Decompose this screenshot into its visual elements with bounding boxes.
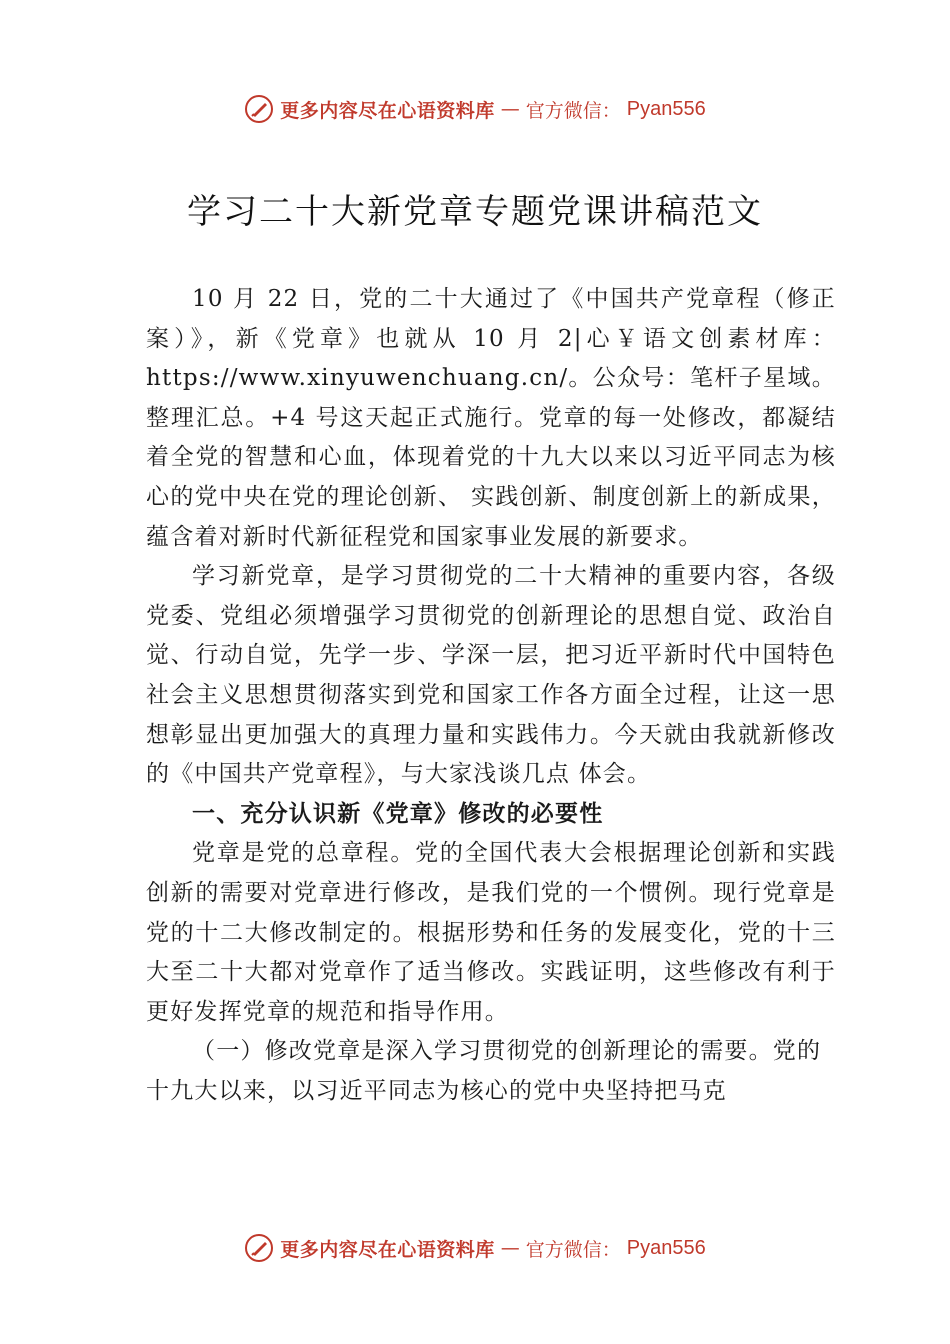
subsection-paragraph: （一）修改党章是深入学习贯彻党的创新理论的需要。党的十九大以来，以习近平同志为核心的党中央坚持把马克	[146, 1038, 822, 1104]
section-heading: 一、充分认识新《党章》修改的必要性	[192, 800, 604, 827]
footer-watermark	[0, 1233, 950, 1263]
header-watermark	[0, 94, 950, 124]
section-paragraph: 党章是党的总章程。党的全国代表大会根据理论创新和实践创新的需要对党章进行修改，是我们党的一个惯例。现行党章是党的十二大修改制定的。根据形势和任务的发展变化，党的十三大至二十大都对党章作了适当修改。实践证明，这些修改有利于更好发挥党章的规范和指导作用。	[146, 840, 836, 1025]
watermark-wechat-id: Pyan556	[626, 1236, 706, 1259]
intro-paragraph: 10 月 22 日，党的二十大通过了《中国共产党章程（修正案）》，新《党章》也就从 10 月 2|心￥语文创素材库：https://www.xinyuwenchuang.cn/。公众号：笔杆子星域。整理汇总。+4 号这天起正式施行。党章的每一处修改，都凝结着全党的智慧和心血，体现着党的十九大以来以习近平同志为核心的党中央在党的理论创新、 实践创新、制度创新上的新成果，蕴含着对新时代新征程党和国家事业发展的新要求。	[146, 286, 836, 550]
watermark-site-text: 更多内容尽在心语资料库	[280, 1238, 495, 1261]
watermark-separator: —	[500, 1237, 520, 1259]
body-paragraph: 学习新党章，是学习贯彻党的二十大精神的重要内容，各级党委、党组必须增强学习贯彻党的创新理论的思想自觉、政治自觉、行动自觉，先学一步、学深一层，把习近平新时代中国特色社会主义思想贯彻落实到党和国家工作各方面全过程，让这一思想彰显出更加强大的真理力量和实践伟力。今天就由我就新修改的《中国共产党章程》，与大家浅谈几点 体会。	[146, 563, 836, 788]
document-body	[146, 280, 836, 1111]
watermark-site-text: 更多内容尽在心语资料库	[280, 99, 495, 122]
watermark-separator: —	[500, 98, 520, 120]
document-title: 学习二十大新党章专题党课讲稿范文	[187, 192, 763, 232]
quill-logo-icon	[244, 1233, 274, 1263]
quill-logo-icon	[244, 94, 274, 124]
watermark-wechat-label: 官方微信：	[525, 99, 621, 122]
watermark-wechat-label: 官方微信：	[525, 1238, 621, 1261]
watermark-wechat-id: Pyan556	[626, 97, 706, 120]
